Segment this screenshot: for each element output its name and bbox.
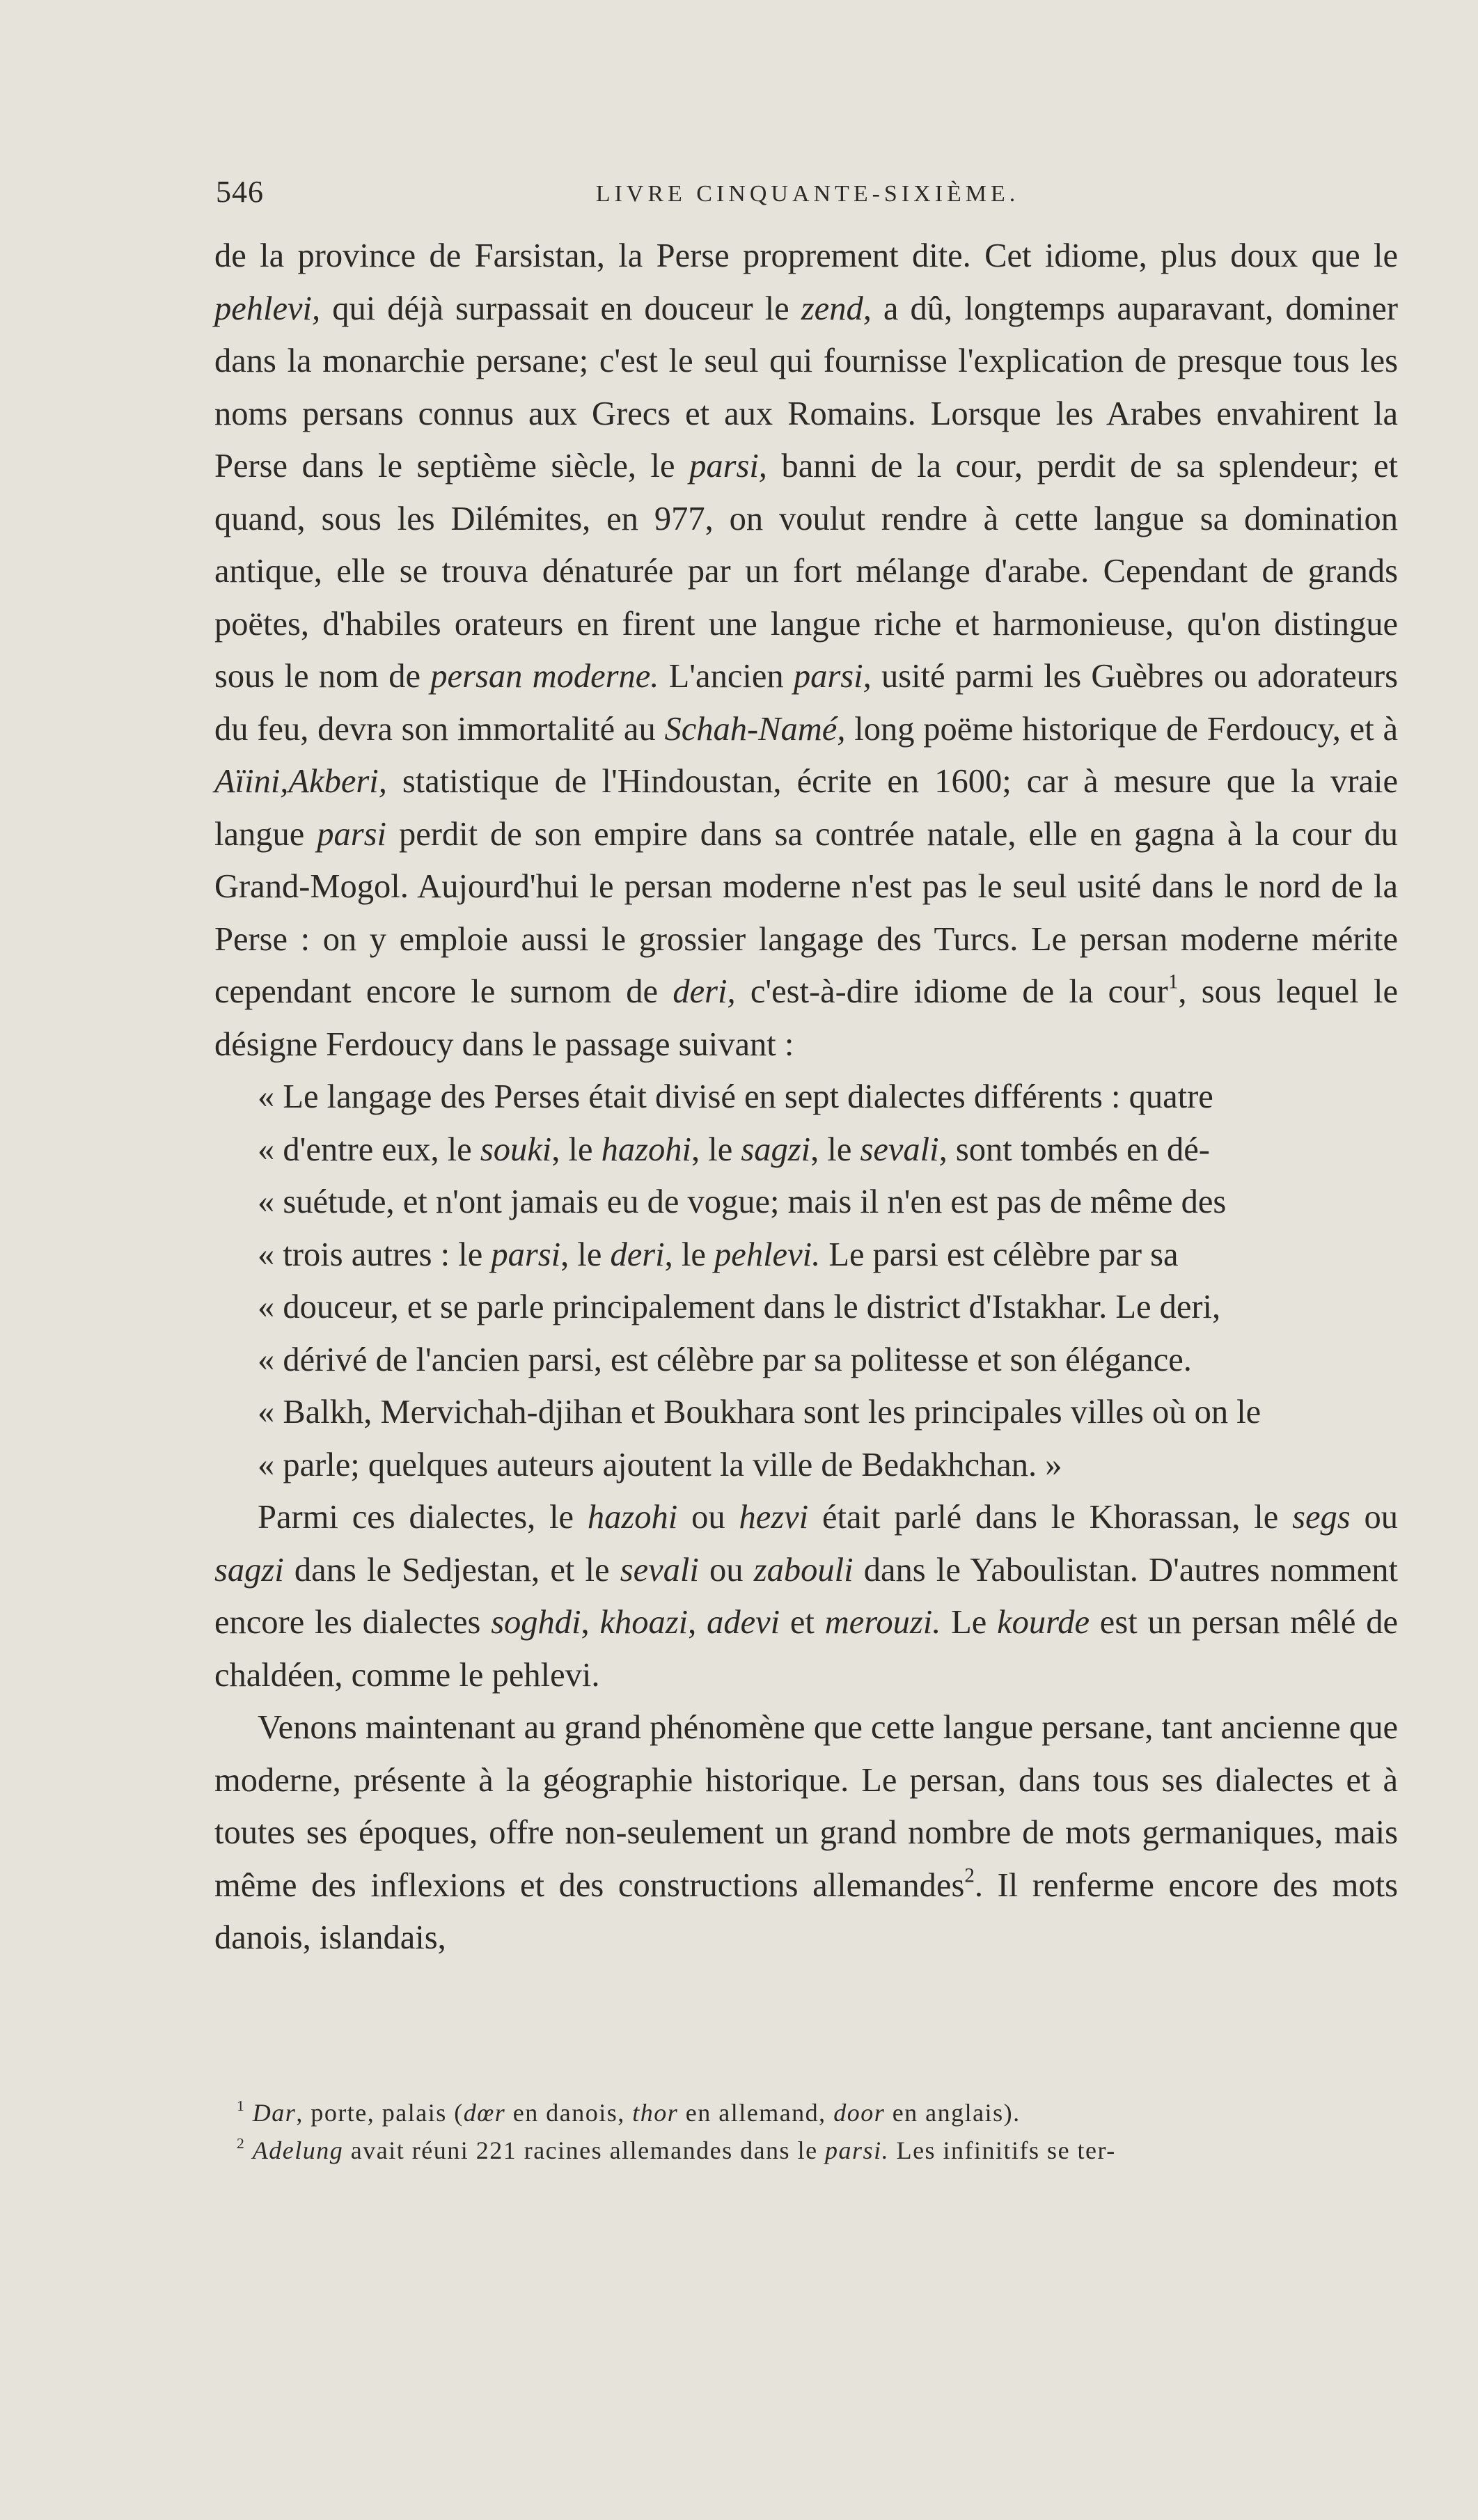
italic-term: parsi,	[793, 658, 872, 695]
text-run: c'est-à-dire idiome de la cour	[735, 973, 1168, 1010]
text-run: Le parsi est célèbre par sa	[820, 1236, 1179, 1273]
italic-term: hazohi	[601, 1131, 691, 1168]
footnotes	[214, 2094, 1398, 2169]
text-run: ou	[677, 1499, 739, 1536]
text-run: , le	[691, 1131, 741, 1168]
italic-term: pehlevi,	[214, 290, 321, 327]
italic-term: pehlevi.	[714, 1236, 821, 1273]
italic-term: deri,	[673, 973, 736, 1010]
quote-line	[214, 1124, 1398, 1176]
text-run: ou	[698, 1551, 754, 1589]
text-run: « d'entre eux, le	[258, 1131, 480, 1168]
text-run: ,	[581, 1604, 600, 1641]
italic-term: deri	[610, 1236, 665, 1273]
text-run: en danois,	[505, 2099, 633, 2127]
italic-term: Dar	[252, 2099, 297, 2127]
text-run: Venons maintenant au grand phénomène que cette langue persane, tant ancienne que moderne, présente à la géographie historique. Le persan, dans tous ses dialectes et à toutes ses époques, offre non-seulement un grand nombre de mots germaniques, mais même des inflexions et des constructions allemandes	[214, 1709, 1398, 1904]
text-run: « trois autres : le	[258, 1236, 492, 1273]
quote-block	[214, 1071, 1398, 1491]
text-run: , le	[664, 1236, 715, 1273]
text-run: est un persan mêlé de chaldéen, comme le pehlevi.	[214, 1604, 1399, 1694]
text-run: en anglais).	[885, 2099, 1021, 2127]
quote-line	[214, 1176, 1398, 1229]
text-run: , porte, palais (	[296, 2099, 464, 2127]
text-run: , le	[560, 1236, 611, 1273]
footnote-mark: 2	[237, 2134, 246, 2152]
text-run: ou	[1350, 1499, 1399, 1536]
italic-term: khoazi	[599, 1604, 689, 1641]
italic-term: segs	[1292, 1499, 1351, 1536]
quote-line	[214, 1439, 1398, 1492]
text-run: avait réuni 221 racines allemandes dans le	[343, 2136, 826, 2164]
italic-term: sagzi	[214, 1551, 284, 1589]
text-run: sont tombés en dé-	[947, 1131, 1210, 1168]
italic-term: soghdi	[491, 1604, 581, 1641]
text-run: , le	[810, 1131, 860, 1168]
text-run: était parlé dans le Khorassan, le	[808, 1499, 1293, 1536]
text-run: banni de la cour, perdit de sa splendeur; et quand, sous les Dilémites, en 977, on voulut rendre à cette langue sa domination antique, elle se trouva dénaturée par un fort mélange d'arabe. Cependant de grands poëtes, d'habiles orateurs en firent une langue riche et harmonieuse, qu'on distingue sous le nom de	[214, 448, 1398, 695]
italic-term: door	[833, 2099, 886, 2127]
text-run: long poëme historique de Ferdoucy, et à	[845, 710, 1399, 748]
italic-term: adevi	[707, 1604, 780, 1641]
paragraph-3	[214, 1701, 1398, 1964]
italic-term: hezvi	[739, 1499, 809, 1536]
text-run: , le	[551, 1131, 602, 1168]
paragraph-2	[214, 1491, 1398, 1701]
italic-term: zabouli	[753, 1551, 854, 1589]
italic-term: dœr	[463, 2099, 506, 2127]
italic-term: sagzi	[741, 1131, 811, 1168]
italic-term: thor	[632, 2099, 679, 2127]
text-run: . Il renferme encore des mots danois, islandais,	[214, 1866, 1398, 1956]
text-run: « Le langage des Perses était divisé en sept dialectes différents : quatre	[258, 1078, 1213, 1115]
text-run: qui déjà surpassait en douceur le	[320, 290, 801, 327]
text-run: Les infinitifs se ter-	[889, 2136, 1116, 2164]
text-run: dans le Yaboulistan. D'autres nomment encore les dialectes	[214, 1551, 1398, 1641]
footnote-1	[214, 2094, 1398, 2132]
text-run: « Balkh, Mervichah-djihan et Boukhara sont les principales villes où on le	[258, 1394, 1261, 1431]
italic-term: zend,	[801, 290, 872, 327]
quote-line	[214, 1386, 1398, 1439]
italic-term: Adelung	[252, 2136, 344, 2164]
text-run: a dû, longtemps auparavant, dominer dans la monarchie persane; c'est le seul qui fournisse l'explication de presque tous les noms persans connus aux Grecs et aux Romains. Lorsque les Arabes envahirent la Perse dans le septième siècle, le	[214, 290, 1398, 485]
text-run: « douceur, et se parle principalement dans le district d'Istakhar. Le deri,	[258, 1289, 1221, 1325]
italic-term: merouzi.	[824, 1604, 941, 1641]
italic-term: sevali	[620, 1551, 699, 1589]
quote-line	[214, 1229, 1398, 1282]
italic-term: hazohi	[587, 1499, 678, 1536]
italic-term: parsi	[317, 815, 386, 853]
text-run: L'ancien	[659, 658, 794, 695]
footnote-ref: 1	[1168, 970, 1179, 993]
italic-term: kourde	[997, 1604, 1090, 1641]
text-run: statistique de l'Hindoustan, écrite en 1600; car à mesure que la vraie langue	[214, 763, 1398, 853]
text-run: dans le Sedjestan, et le	[283, 1551, 620, 1589]
text-run: usité parmi les Guèbres ou adorateurs du feu, devra son immortalité au	[214, 658, 1398, 748]
running-title: LIVRE CINQUANTE-SIXIÈME.	[595, 181, 1020, 207]
page-number: 546	[216, 175, 264, 209]
text-run: « dérivé de l'ancien parsi, est célèbre par sa politesse et son élégance.	[258, 1341, 1192, 1378]
text-run: « suétude, et n'ont jamais eu de vogue; mais il n'en est pas de même des	[258, 1183, 1227, 1220]
italic-term: souki	[480, 1131, 552, 1168]
running-head	[216, 174, 1399, 223]
text-run: Parmi ces dialectes, le	[258, 1499, 588, 1536]
footnote-2	[214, 2132, 1398, 2169]
footnote-mark: 1	[237, 2097, 246, 2114]
italic-term: persan moderne.	[430, 658, 659, 695]
text-run: et	[780, 1604, 825, 1641]
quote-line	[214, 1334, 1398, 1387]
text-run: ,	[688, 1604, 707, 1641]
italic-term: sevali,	[860, 1131, 948, 1168]
italic-term: Aïini,Akberi,	[214, 763, 387, 800]
footnote-ref: 2	[964, 1864, 975, 1887]
text-run: en allemand,	[678, 2099, 834, 2127]
text-run: , sous lequel le désigne Ferdoucy dans le passage suivant :	[214, 973, 1398, 1063]
text-run: Le	[941, 1604, 998, 1641]
quote-line	[214, 1071, 1398, 1124]
body-text	[214, 230, 1398, 1964]
italic-term: parsi	[491, 1236, 561, 1273]
text-run: de la province de Farsistan, la Perse proprement dite. Cet idiome, plus doux que le	[214, 237, 1398, 274]
italic-term: parsi.	[825, 2136, 890, 2164]
italic-term: Schah-Namé,	[664, 710, 846, 748]
text-run: « parle; quelques auteurs ajoutent la ville de Bedakhchan. »	[258, 1446, 1062, 1483]
italic-term: parsi,	[689, 448, 767, 485]
paragraph-1	[214, 230, 1398, 1071]
text-run: perdit de son empire dans sa contrée natale, elle en gagna à la cour du Grand-Mogol. Aujourd'hui le persan moderne n'est pas le seul usité dans le nord de la Perse : on y emploie aussi le grossier langage des Turcs. Le persan moderne mérite cependant encore le surnom de	[214, 815, 1399, 1010]
quote-line	[214, 1281, 1398, 1334]
